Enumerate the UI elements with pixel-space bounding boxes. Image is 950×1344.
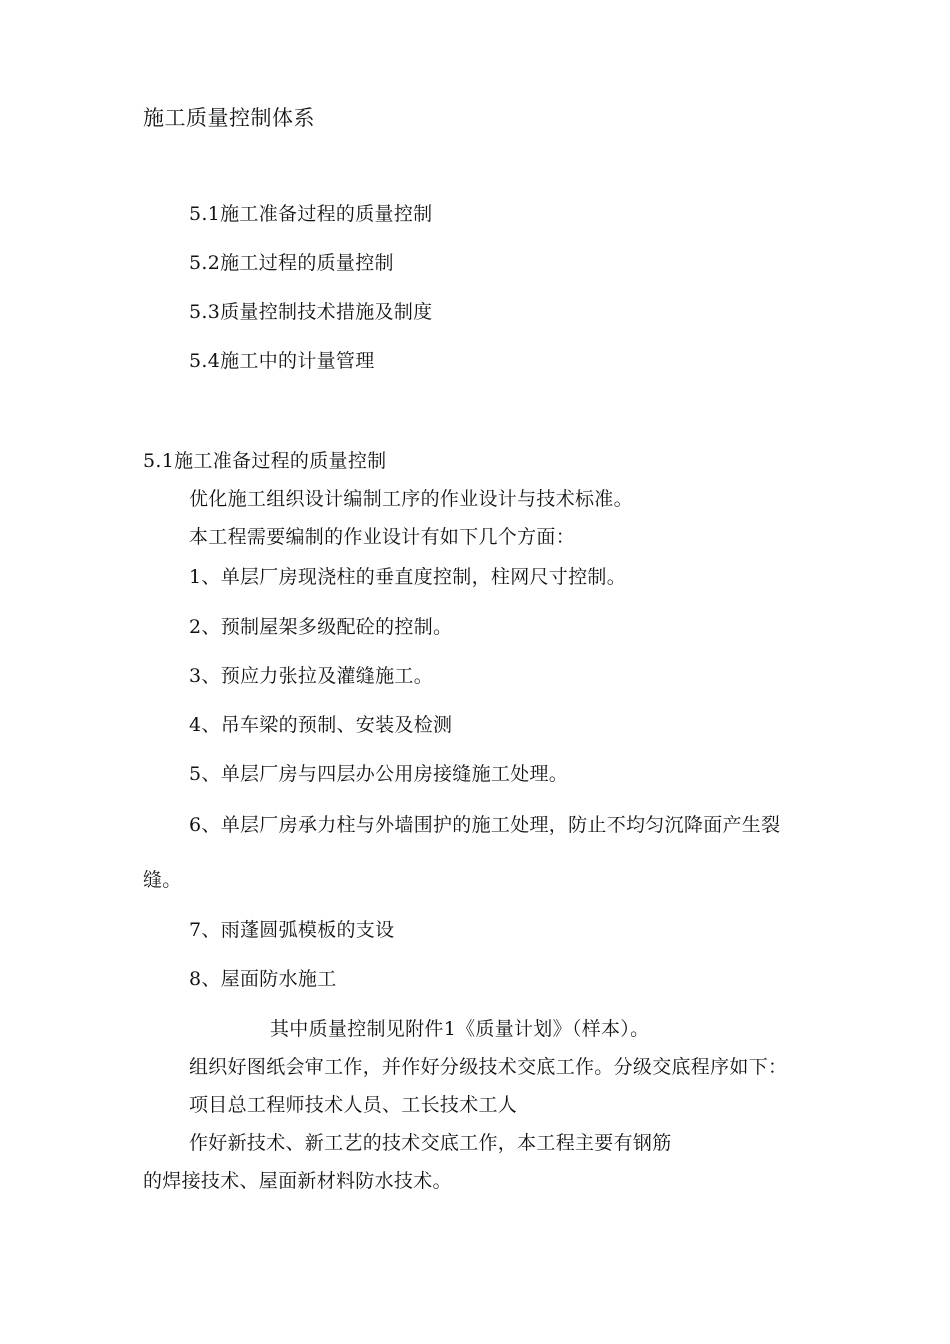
paragraph-intro: 本工程需要编制的作业设计有如下几个方面： [189, 526, 576, 548]
section-heading: 5.1施工准备过程的质量控制 [143, 450, 387, 472]
paragraph-drawing-review: 组织好图纸会审工作，并作好分级技术交底工作。分级交底程序如下： [189, 1056, 788, 1078]
list-item-6-line-2: 缝。 [143, 869, 182, 891]
list-item-3: 3、预应力张拉及灌缝施工。 [189, 665, 433, 687]
list-item-2: 2、预制屋架多级配砼的控制。 [189, 616, 453, 638]
paragraph-new-tech-line-1: 作好新技术、新工艺的技术交底工作，本工程主要有钢筋 [189, 1132, 672, 1154]
toc-item-5-3: 5.3质量控制技术措施及制度 [189, 301, 433, 323]
list-item-6-line-1: 6、单层厂房承力柱与外墙围护的施工处理，防止不均匀沉降面产生裂 [189, 814, 781, 836]
toc-item-5-2: 5.2施工过程的质量控制 [189, 252, 394, 274]
list-item-8: 8、屋面防水施工 [189, 968, 337, 990]
paragraph-optimize: 优化施工组织设计编制工序的作业设计与技术标准。 [189, 488, 633, 510]
list-item-7: 7、雨蓬圆弧模板的支设 [189, 919, 395, 941]
paragraph-new-tech-line-2: 的焊接技术、屋面新材料防水技术。 [143, 1170, 452, 1192]
paragraph-hierarchy: 项目总工程师技术人员、工长技术工人 [189, 1094, 518, 1116]
quality-plan-reference: 其中质量控制见附件1《质量计划》（样本）。 [270, 1018, 650, 1040]
toc-item-5-4: 5.4施工中的计量管理 [189, 350, 375, 372]
toc-item-5-1: 5.1施工准备过程的质量控制 [189, 203, 433, 225]
list-item-1: 1、单层厂房现浇柱的垂直度控制，柱网尺寸控制。 [189, 566, 626, 588]
list-item-5: 5、单层厂房与四层办公用房接缝施工处理。 [189, 763, 569, 785]
list-item-4: 4、吊车梁的预制、安装及检测 [189, 714, 453, 736]
document-title: 施工质量控制体系 [143, 106, 315, 130]
